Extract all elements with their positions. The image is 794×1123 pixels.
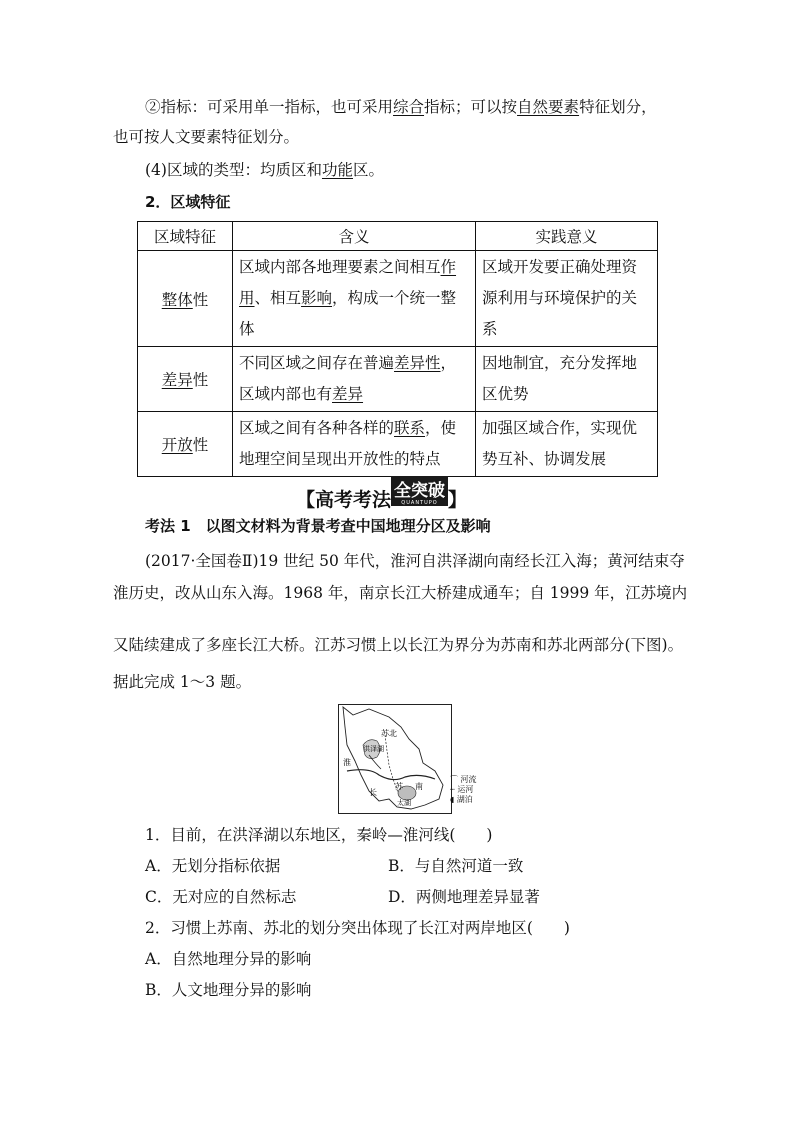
underlined-text: 自然要素: [517, 98, 580, 116]
option-c: C．无对应的自然标志: [145, 888, 297, 906]
text: 指标；可以按: [424, 98, 518, 116]
map-label: 苏北: [381, 729, 397, 738]
option-a: A．自然地理分异的影响: [145, 950, 312, 968]
law-heading: 考法 1 以图文材料为背景考查中国地理分区及影响: [145, 517, 491, 535]
text: 区域内部各地理要素之间相互: [239, 258, 441, 276]
question-stem: 1．目前，在洪泽湖以东地区，秦岭—淮河线( ): [145, 826, 493, 844]
option-a: A．无划分指标依据: [145, 857, 281, 875]
banner-text: 【高考考法: [296, 489, 392, 511]
map-label: 洪泽湖: [363, 745, 384, 753]
text: 性: [192, 290, 209, 309]
river-symbol-icon: ⌒: [450, 775, 458, 784]
text: ②指标：可采用单一指标，也可采用: [145, 98, 394, 116]
text: 性: [192, 371, 209, 389]
passage-line: (2017·全国卷Ⅱ)19 世纪 50 年代，淮河自洪泽湖向南经长江入海；黄河结束夺: [145, 552, 685, 570]
table-header: 实践意义: [476, 222, 658, 251]
question-stem: 2．习惯上苏南、苏北的划分突出体现了长江对两岸地区( ): [145, 919, 570, 937]
indicator-line-2: 也可按人文要素特征划分。: [113, 128, 300, 146]
table-header: 区域特征: [138, 222, 233, 251]
underlined-text: 功能: [321, 161, 353, 179]
text: ，构成一个统一整体: [239, 289, 457, 338]
section-banner: [296, 478, 467, 512]
text: 区域之间有各种各样的: [239, 419, 395, 437]
practice-cell: 加强区域合作，实现优势互补、协调发展: [476, 412, 658, 477]
passage-line: 又陆续建成了多座长江大桥。江苏习惯上以长江为界分为苏南和苏北两部分(下图)。: [113, 636, 684, 654]
meaning-cell: [233, 251, 476, 347]
legend-label: 湖泊: [456, 795, 473, 804]
option-d: D．两侧地理差异显著: [388, 888, 540, 906]
underlined-text: 综合: [393, 98, 425, 116]
province-border: [343, 707, 443, 809]
map-label: 长: [369, 788, 377, 797]
table-header-row: [138, 222, 658, 251]
feature-cell: [138, 251, 233, 347]
underlined-text: 联系: [394, 419, 426, 437]
underlined-text: 影响: [301, 289, 333, 307]
map-label: 苏: [395, 782, 403, 791]
lake-symbol-icon: ◖: [450, 795, 455, 804]
practice-cell: 因地制宜，充分发挥地区优势: [476, 347, 658, 412]
practice-cell: 区域开发要正确处理资源利用与环境保护的关系: [476, 251, 658, 347]
map-legend: [450, 775, 477, 805]
map-drawing: [339, 705, 451, 813]
text: 区。: [352, 161, 384, 179]
map-label: 南: [415, 782, 423, 791]
text: 、相互: [254, 289, 302, 307]
banner-text: 】: [448, 489, 468, 511]
banner-box-subtext: QUANTUPO: [401, 500, 438, 506]
section-title: 2．区域特征: [145, 193, 231, 211]
feature-cell: [138, 412, 233, 477]
region-feature-table: [137, 221, 658, 477]
option-b: B．人文地理分异的影响: [145, 981, 312, 999]
option-b: B．与自然河道一致: [388, 857, 524, 875]
jiangsu-map: [338, 704, 455, 814]
table-row: [138, 347, 658, 412]
passage-line: 据此完成 1～3 题。: [113, 673, 252, 691]
underlined-text: 作用: [239, 258, 457, 307]
table-row: [138, 251, 658, 347]
banner-box-text: 全突破: [394, 481, 446, 501]
legend-item: [450, 775, 477, 785]
text: ，区域内部也有: [239, 354, 457, 403]
region-type-line: [145, 160, 384, 180]
text: ，使地理空间呈现出开放性的特点: [239, 419, 457, 468]
text: (4)区域的类型：均质区和: [145, 161, 322, 179]
underlined-text: 开放: [161, 436, 193, 454]
legend-label: 河流: [460, 775, 477, 784]
table-header: 含义: [233, 222, 476, 251]
map-label: 太湖: [397, 799, 411, 807]
legend-item: [450, 785, 477, 795]
map-label: 淮: [343, 758, 351, 767]
underlined-text: 差异: [161, 371, 193, 389]
passage-line: 淮历史，改从山东入海。1968 年，南京长江大桥建成通车；自 1999 年，江苏境内: [113, 584, 688, 602]
underlined-text: 差异: [332, 385, 364, 403]
text: 性: [192, 436, 209, 454]
legend-label: 运河: [457, 785, 474, 794]
canal-symbol-icon: ┄: [450, 785, 455, 794]
underlined-text: 整体: [161, 290, 193, 309]
legend-item: [450, 795, 477, 805]
text: 特征划分，: [579, 98, 657, 116]
indicator-line: [145, 97, 657, 117]
text: 不同区域之间存在普遍: [239, 354, 395, 372]
table-row: [138, 412, 658, 477]
meaning-cell: [233, 347, 476, 412]
banner-box: [391, 476, 448, 506]
meaning-cell: [233, 412, 476, 477]
feature-cell: [138, 347, 233, 412]
underlined-text: 差异性: [394, 354, 441, 372]
